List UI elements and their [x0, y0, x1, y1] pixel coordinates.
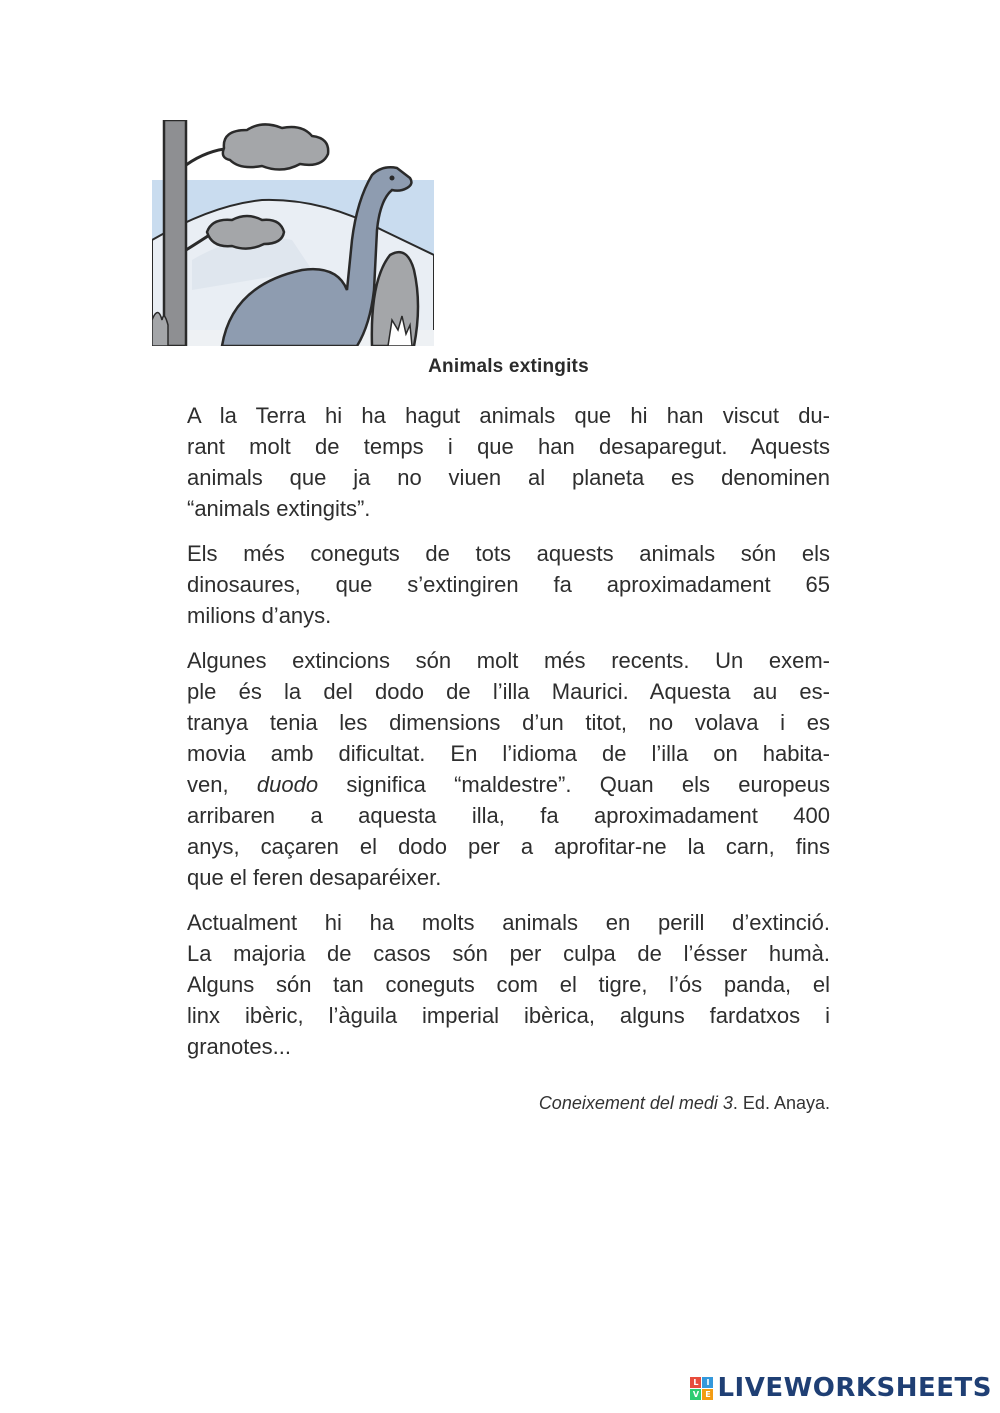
liveworksheets-brand: [690, 1373, 992, 1403]
dinosaur-eye: [390, 176, 395, 181]
text-line: A la Terra hi ha hagut animals que hi han viscut du-: [187, 403, 830, 428]
text-line: tranya tenia les dimensions d’un titot, no volava i es: [187, 710, 830, 735]
source-citation: [187, 1093, 830, 1114]
text-line: arribaren a aquesta illa, fa aproximadament 400: [187, 803, 830, 828]
paragraph-1: [187, 400, 830, 524]
text-line: milions d’anys.: [187, 603, 332, 628]
source-publisher: . Ed. Anaya.: [732, 1093, 830, 1113]
text-line: movia amb dificultat. En l’idioma de l’illa on habita-: [187, 741, 830, 766]
paragraph-2: [187, 538, 830, 631]
text-line: animals que ja no viuen al planeta es denominen: [187, 465, 830, 490]
tree-foliage: [223, 124, 328, 169]
text-line: Els més coneguts de tots aquests animals són els: [187, 541, 830, 566]
text-line: Actualment hi ha molts animals en perill d’extinció.: [187, 910, 830, 935]
logo-letter: V: [690, 1389, 701, 1400]
text-line: granotes...: [187, 1034, 291, 1059]
text-line: rant molt de temps i que han desaparegut. Aquests: [187, 434, 830, 459]
source-book-title: Coneixement del medi 3: [538, 1093, 733, 1113]
text-segment: significa “maldestre”. Quan els europeus: [318, 772, 830, 797]
text-line: que el feren desaparéixer.: [187, 865, 442, 890]
text-line: La majoria de casos són per culpa de l’ésser humà.: [187, 941, 830, 966]
logo-letter: E: [702, 1389, 713, 1400]
paragraph-4: [187, 907, 830, 1062]
logo-letter: L: [690, 1377, 701, 1388]
logo-letter: I: [702, 1377, 713, 1388]
text-line: dinosaures, que s’extingiren fa aproximadament 65: [187, 572, 830, 597]
text-line: linx ibèric, l’àguila imperial ibèrica, alguns fardatxos i: [187, 1003, 830, 1028]
text-segment: ven,: [187, 772, 257, 797]
tree-trunk: [164, 120, 186, 346]
text-line: “animals extingits”.: [187, 496, 371, 521]
paragraph-3: [187, 645, 830, 893]
tree-foliage: [207, 216, 284, 249]
page-title: Animals extingits: [428, 356, 589, 377]
text-line-with-italic: [187, 769, 830, 800]
text-line: Algunes extincions són molt més recents. Un exem-: [187, 648, 830, 673]
ground-plant: [152, 313, 168, 347]
dinosaur-illustration: [152, 120, 434, 346]
brand-name: LIVEWORKSHEETS: [717, 1373, 992, 1403]
italic-word: duodo: [256, 772, 319, 797]
text-line: anys, caçaren el dodo per a aprofitar-ne la carn, fins: [187, 834, 830, 859]
text-line: ple és la del dodo de l’illa Maurici. Aquesta au es-: [187, 679, 830, 704]
article-body: [187, 400, 830, 1076]
text-line: Alguns són tan coneguts com el tigre, l’ós panda, el: [187, 972, 830, 997]
liveworksheets-logo-icon: [690, 1377, 713, 1400]
